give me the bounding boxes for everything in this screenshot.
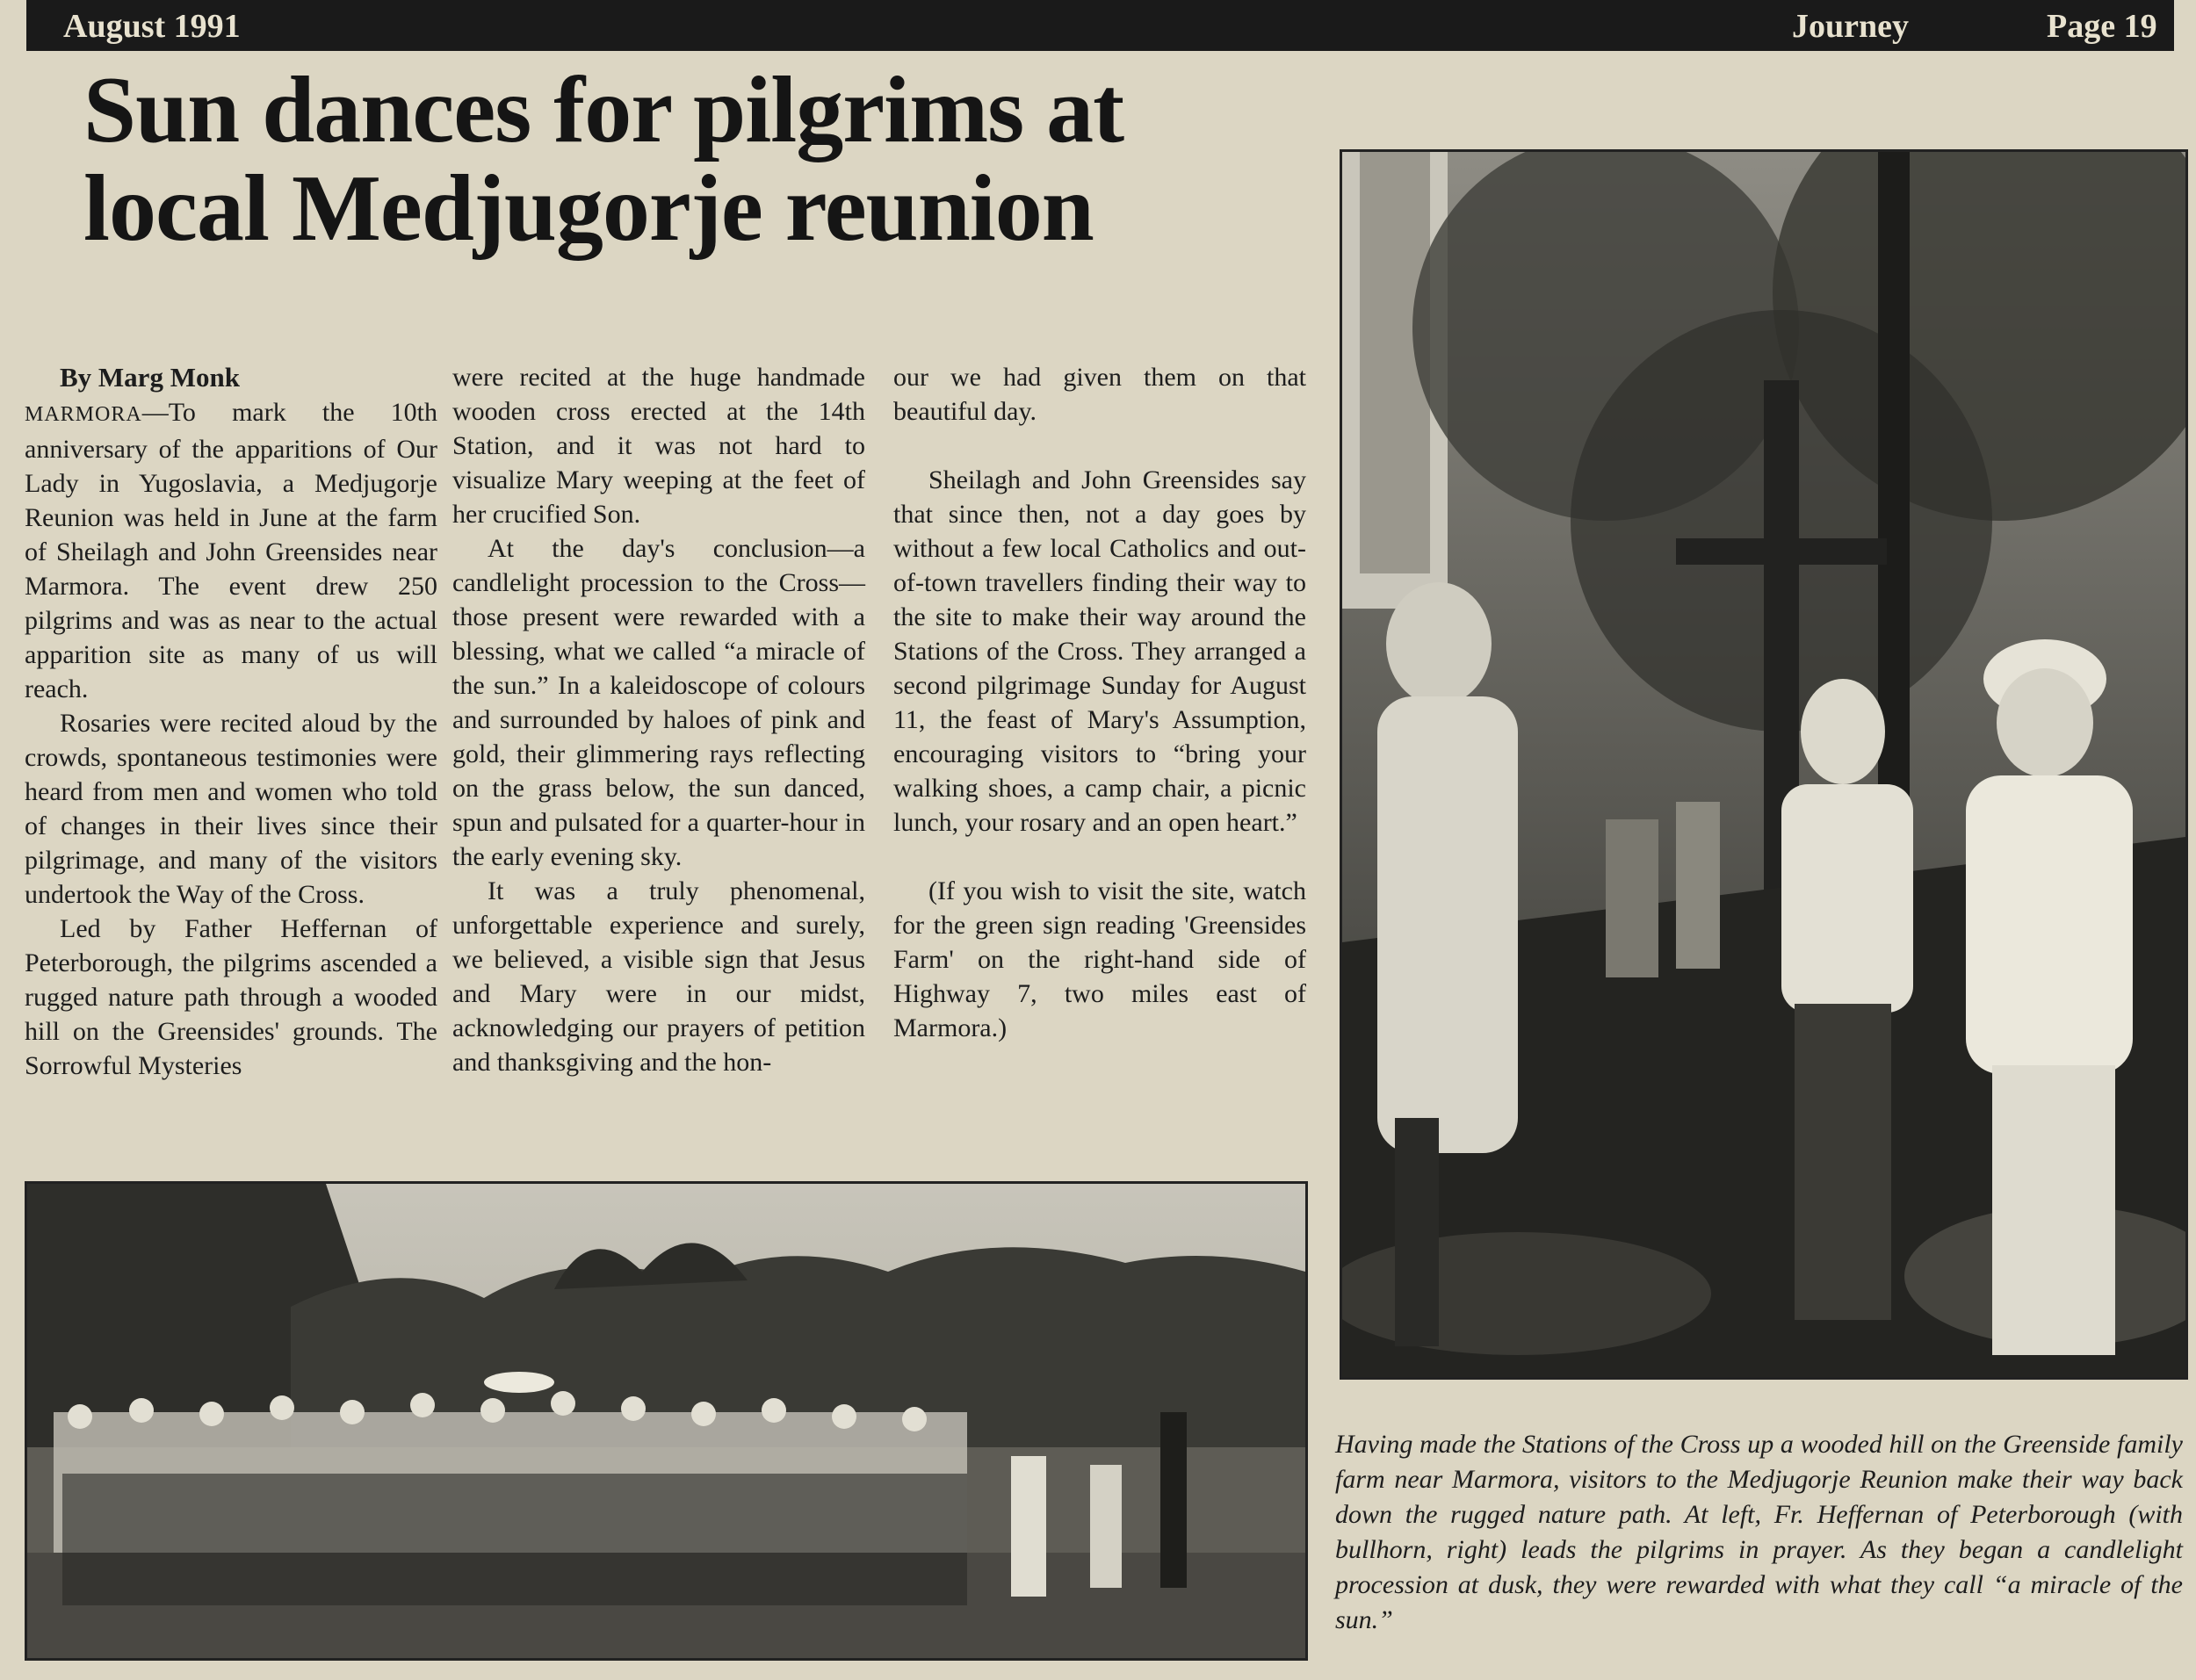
byline: By Marg Monk <box>60 362 240 393</box>
photo-wooded-path <box>1340 149 2188 1380</box>
paragraph-8: Sheilagh and John Greensides say that since then, not a day goes by without a few local Catholics and out-of-town travellers finding their way to the site to make their way around the Stations of the Cross. They arranged a second pilgrimage Sunday for August 11, the feast of Mary's Assumption, encouraging visitors to “bring your walking shoes, a camp chair, a picnic lunch, your rosary and an open heart.” <box>893 465 1306 837</box>
publication-name: Journey <box>1792 8 1909 45</box>
photo-pilgrim-crowd-image <box>27 1184 1305 1658</box>
paragraph-6: It was a truly phenomenal, unforgettable experience and surely, we believed, a visible sign that Jesus and Mary were in our midst, acknowledging our prayers of petition and thanksgiving and the hon- <box>452 876 865 1077</box>
paragraph-2: Rosaries were recited aloud by the crowds, spontaneous testimonies were heard from men and women who told of changes in their lives since their pilgrimage, and many of the visitors undertook the Way of the Cross. <box>25 709 437 909</box>
headline <box>83 58 1296 261</box>
article-column-2 <box>452 360 865 1079</box>
article-column-1 <box>25 360 437 1083</box>
headline-line-1: Sun dances for pilgrims at <box>83 58 1124 162</box>
photo-pilgrim-crowd <box>25 1181 1308 1661</box>
article-column-3 <box>893 360 1306 1045</box>
paragraph-5: At the day's conclusion—a candlelight procession to the Cross—those present were rewarded with a blessing, what we called “a miracle of the sun.” In a kaleidoscope of colours and surrounded by haloes of pink and gold, their glimmering rays reflecting on the grass below, the sun danced, spun and pulsated for a quarter-hour in the early evening sky. <box>452 534 865 871</box>
page-header <box>26 0 2174 51</box>
paragraph-1 <box>25 395 437 706</box>
paragraph-1-text: —To mark the 10th anniversary of the apparitions of Our Lady in Yugoslavia, a Medjugorje Reunion was held in June at the farm of Sheilagh and John Greensides near Marmora. The event drew 250 pilgrims and was as near to the actual apparition site as many of us will reach. <box>25 398 437 703</box>
paragraph-4: were recited at the huge handmade wooden cross erected at the 14th Station, and it was not hard to visualize Mary weeping at the feet of her crucified Son. <box>452 363 865 529</box>
paragraph-7: our we had given them on that beautiful day. <box>893 363 1306 426</box>
photo-caption: Having made the Stations of the Cross up a wooded hill on the Greenside family farm near Marmora, visitors to the Medjugorje Reunion make their way back down the rugged nature path. At left, Fr. Heffernan of Peterborough (with bullhorn, right) leads the pilgrims in prayer. As they began a candlelight procession at dusk, they were rewarded with what they call “a miracle of the sun.” <box>1335 1430 2183 1634</box>
paragraph-9: (If you wish to visit the site, watch for the green sign reading 'Greensides Farm' on the right-hand side of Highway 7, two miles east of Marmora.) <box>893 876 1306 1042</box>
dateline: MARMORA <box>25 403 142 426</box>
issue-date: August 1991 <box>63 8 241 45</box>
photo-wooded-path-image <box>1342 152 2185 1377</box>
paragraph-3: Led by Father Heffernan of Peterborough, the pilgrims ascended a rugged nature path through a wooded hill on the Greensides' grounds. The Sorrowful Mysteries <box>25 914 437 1080</box>
headline-line-2: local Medjugorje reunion <box>83 156 1094 261</box>
page-number: Page 19 <box>2047 8 2157 45</box>
